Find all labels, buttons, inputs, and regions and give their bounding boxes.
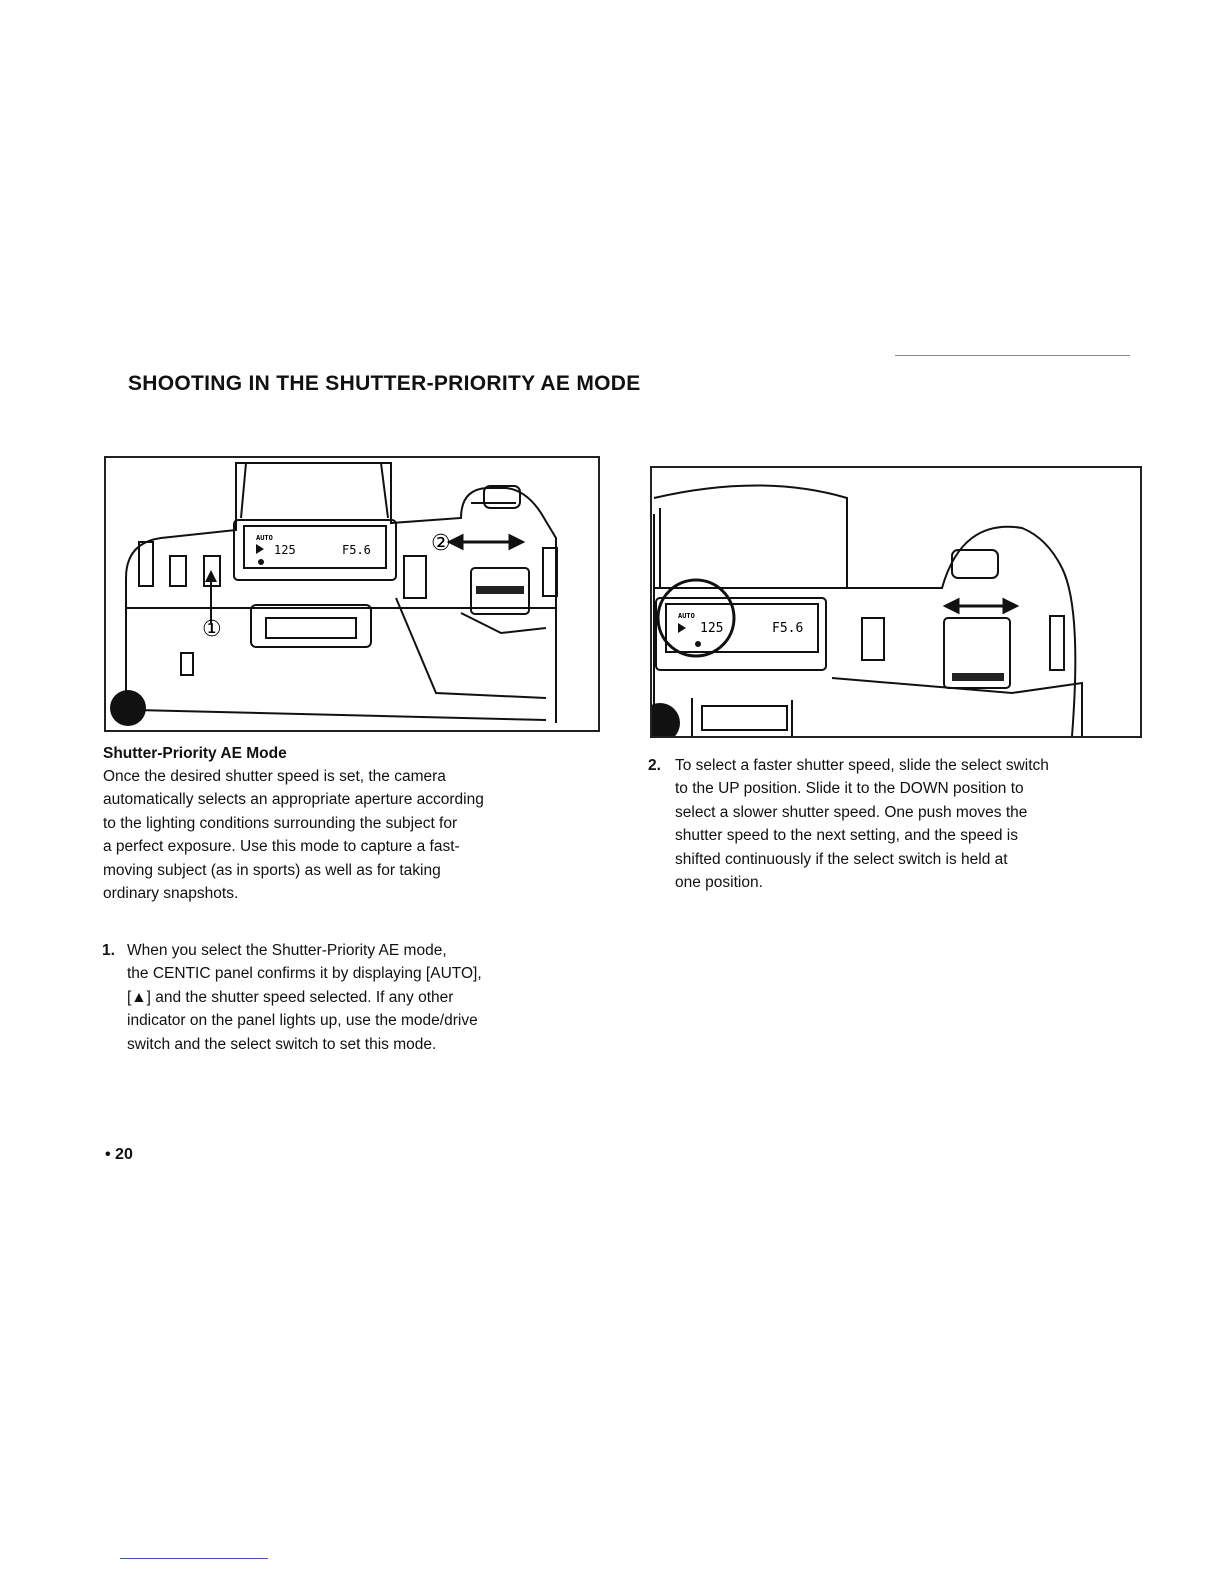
step-line: shifted continuously if the select switch is held at [675, 850, 1008, 868]
lcd-mode-label-2: AUTO [678, 612, 695, 620]
intro-line: moving subject (as in sports) as well as for taking [103, 861, 441, 879]
intro-line: Once the desired shutter speed is set, the camera [103, 768, 446, 785]
step-line: To select a faster shutter speed, slide the select switch [675, 757, 1049, 774]
callout-1: ① [202, 616, 222, 641]
intro-line: a perfect exposure. Use this mode to capture a fast- [103, 838, 460, 856]
step-line: switch and the select switch to set this mode. [127, 1035, 437, 1053]
lcd-mode-label: AUTO [256, 534, 273, 542]
lcd-aperture-value: F5.6 [342, 543, 371, 557]
callout-2: ② [431, 530, 451, 555]
lcd-play-indicator-icon [256, 544, 264, 554]
camera-top-drawing-1 [106, 458, 598, 730]
page-title: SHOOTING IN THE SHUTTER-PRIORITY AE MODE [128, 372, 641, 395]
section-heading: Shutter-Priority AE Mode [103, 745, 287, 762]
lcd-shutter-value: 125 [274, 543, 296, 557]
lcd-aperture-value-2: F5.6 [772, 621, 804, 636]
step-line: the CENTIC panel confirms it by displaying [AUTO], [127, 965, 482, 983]
step-1-text [127, 939, 482, 1056]
lcd-play-indicator-icon-2 [678, 623, 686, 633]
intro-line: ordinary snapshots. [103, 885, 239, 903]
step-line: select a slower shutter speed. One push moves the [675, 803, 1028, 821]
step-line: one position. [675, 874, 763, 892]
intro-line: automatically selects an appropriate aperture according [103, 791, 484, 809]
step-2-text [675, 754, 1049, 894]
step-1-number: 1. [102, 942, 115, 959]
step-line: When you select the Shutter-Priority AE mode, [127, 942, 447, 959]
camera-top-drawing-2 [652, 468, 1140, 736]
step-line: to the UP position. Slide it to the DOWN position to [675, 780, 1024, 798]
step-line: shutter speed to the next setting, and the speed is [675, 827, 1018, 845]
step-line: [▲] and the shutter speed selected. If any other [127, 988, 454, 1006]
camera-illustration-2 [650, 466, 1142, 738]
intro-paragraph [103, 765, 593, 905]
footer-rule [120, 1558, 268, 1559]
step-line: indicator on the panel lights up, use the mode/drive [127, 1012, 478, 1030]
step-2-number: 2. [648, 757, 661, 774]
camera-illustration-1 [104, 456, 600, 732]
intro-line: to the lighting conditions surrounding the subject for [103, 814, 458, 832]
lcd-shutter-value-2: 125 [700, 621, 724, 636]
header-rule [895, 355, 1130, 356]
page-number: • 20 [105, 1146, 133, 1163]
